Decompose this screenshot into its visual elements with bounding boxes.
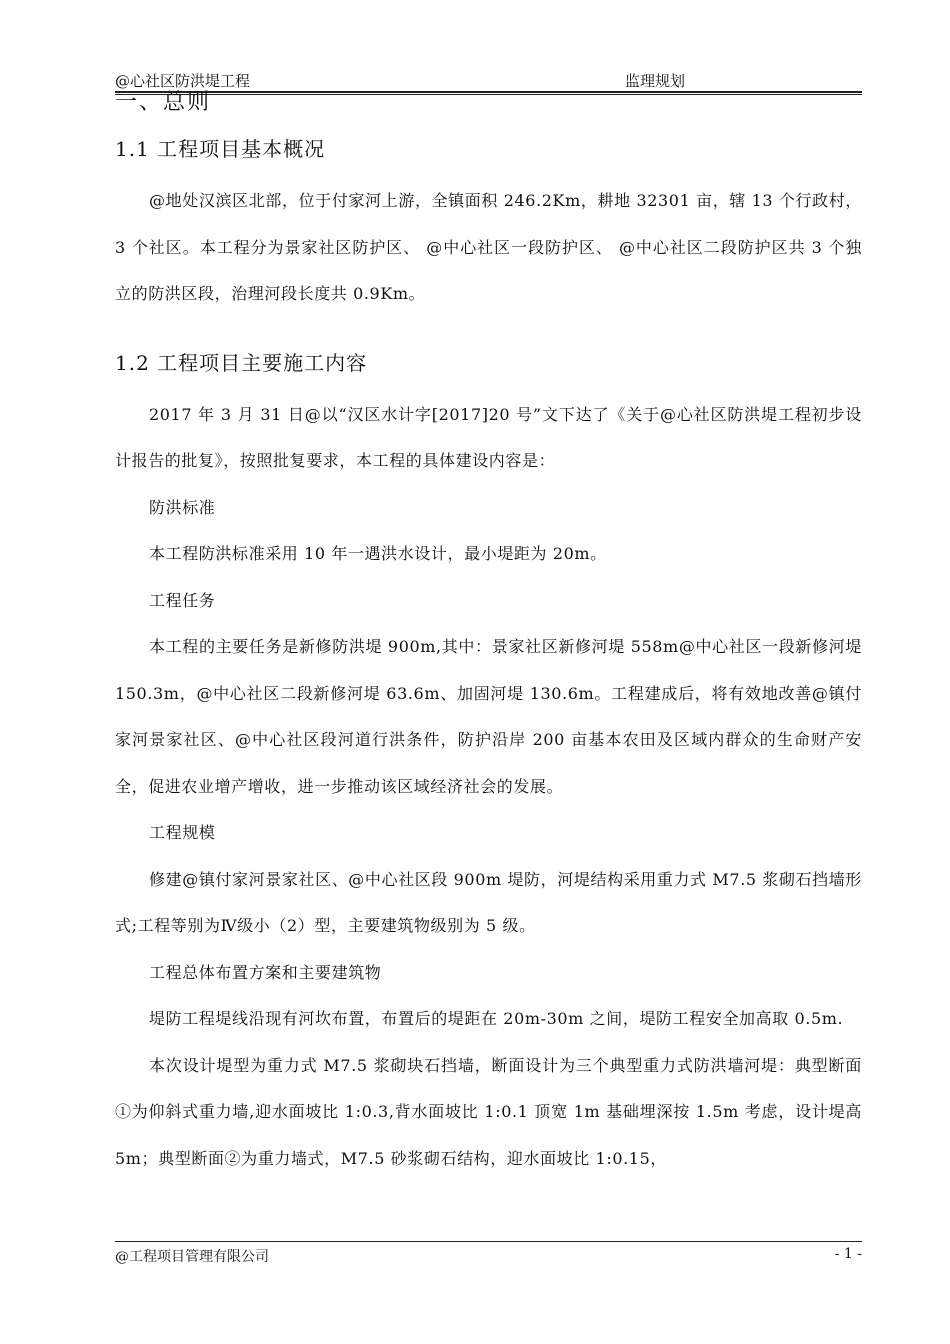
section-1-1-paragraph: @地处汉滨区北部，位于付家河上游，全镇面积 246.2Km，耕地 32301 亩，辖 13 个行政村，3 个社区。本工程分为景家社区防护区、 @中心社区一段防护区、 @中心社区二段防护区共 3 个独立的防洪区段，治理河段长度共 0.9Km。 (115, 191, 862, 303)
page-footer (115, 1246, 862, 1268)
footer-company: @工程项目管理有限公司 (115, 1249, 269, 1265)
paragraph-project-task: 本工程的主要任务是新修防洪堤 900m,其中：景家社区新修河堤 558m@中心社区一段新修河堤 150.3m，@中心社区二段新修河堤 63.6m、加固河堤 130.6m。工程建成后，将有效地改善@镇付家河景家社区、@中心社区段河道行洪条件，防护沿岸 200 亩基本农田及区域内群众的生命财产安全，促进农业增产增收，进一步推动该区域经济社会的发展。 (115, 637, 862, 796)
subheading-layout: 工程总体布置方案和主要建筑物 (149, 962, 382, 982)
subheading-project-scale: 工程规模 (149, 823, 216, 842)
header-doc-title: 监理规划 (625, 72, 686, 90)
subheading-project-task: 工程任务 (149, 590, 216, 610)
subheading-flood-standard: 防洪标准 (149, 497, 216, 517)
header-project-name: @心社区防洪堤工程 (115, 72, 251, 90)
paragraph-flood-standard: 本工程防洪标准采用 10 年一遇洪水设计，最小堤距为 20m。 (149, 544, 607, 563)
section-1-2-title: 1.2 工程项目主要施工内容 (115, 350, 368, 375)
section-1-1-title: 1.1 工程项目基本概况 (115, 137, 326, 161)
paragraph-layout-2: 本次设计堤型为重力式 M7.5 浆砌块石挡墙，断面设计为三个典型重力式防洪墙河堤：典型断面①为仰斜式重力墙,迎水面坡比 1:0.3,背水面坡比 1:0.1 顶宽 1m 基础埋深按 1.5m 考虑，设计堤高 5m；典型断面②为重力墙式，M7.5 砂浆砌石结构，迎水面坡比 1:0.15， (115, 1055, 862, 1168)
chapter-title: 一、总则 (115, 90, 212, 115)
paragraph-layout-1: 堤防工程堤线沿现有河坎布置，布置后的堤距在 20m-30m 之间，堤防工程安全加高取 0.5m. (149, 1009, 844, 1028)
page-number: - 1 - (834, 1246, 862, 1262)
section-1-2-intro: 2017 年 3 月 31 日@以“汉区水计字[2017]20 号”文下达了《关于@心社区防洪堤工程初步设计报告的批复》，按照批复要求，本工程的具体建设内容是： (115, 404, 862, 470)
document-body (115, 88, 862, 1182)
footer-divider (115, 1241, 862, 1242)
paragraph-project-scale: 修建@镇付家河景家社区、@中心社区段 900m 堤防，河堤结构采用重力式 M7.5 浆砌石挡墙形式;工程等别为Ⅳ级小（2）型，主要建筑物级别为 5 级。 (115, 869, 862, 935)
